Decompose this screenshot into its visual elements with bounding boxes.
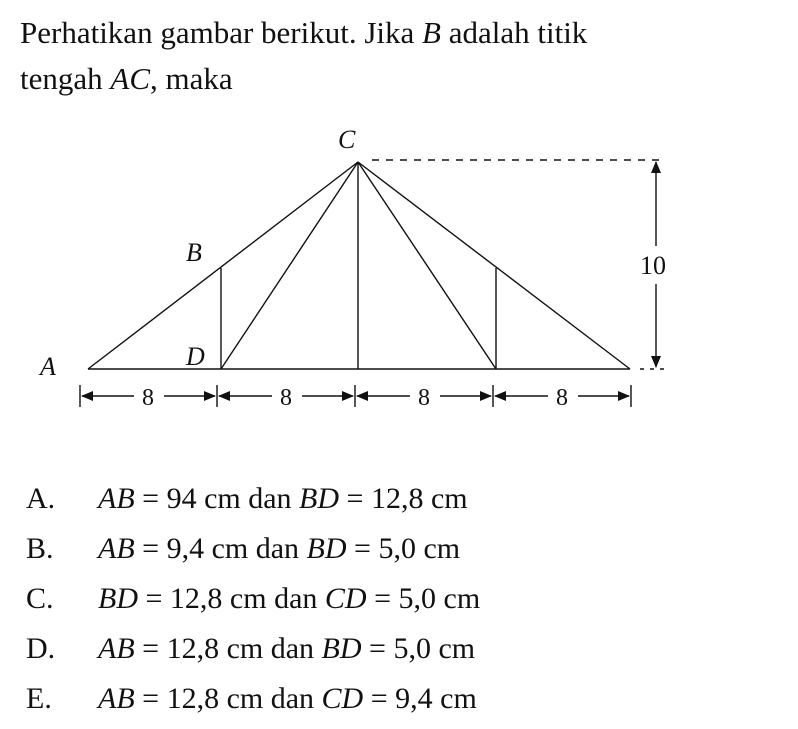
option-value: = 12,8 cm dan	[138, 582, 325, 615]
option-value: = 12,8 cm dan	[134, 632, 322, 665]
segment-label-2: 8	[280, 385, 292, 411]
edge-a-c	[88, 162, 358, 369]
option-letter: A.	[26, 482, 56, 515]
segment-label-1: 8	[142, 385, 154, 411]
diagonal-cd	[221, 162, 358, 369]
option-segment: BD	[306, 532, 347, 565]
option-e[interactable]	[26, 674, 786, 724]
segment-label-4: 8	[556, 385, 568, 411]
option-b[interactable]	[26, 524, 786, 574]
option-letter: D.	[26, 632, 56, 665]
edge-c-right	[358, 162, 630, 369]
option-segment: AB	[98, 632, 135, 665]
option-segment: BD	[299, 482, 340, 515]
option-segment: CD	[324, 582, 367, 615]
option-letter: E.	[26, 682, 52, 715]
question-line1-pre: Perhatikan gambar berikut. Jika	[20, 15, 423, 50]
point-label-b: B	[186, 238, 202, 267]
height-label: 10	[640, 251, 666, 280]
option-segment: AB	[98, 682, 135, 715]
option-segment: AB	[98, 482, 135, 515]
option-c[interactable]	[26, 574, 786, 624]
question-var-ac: AC	[110, 61, 151, 96]
option-segment: AB	[98, 532, 135, 565]
option-segment: CD	[321, 682, 364, 715]
point-label-d: D	[186, 342, 205, 371]
option-segment: BD	[321, 632, 362, 665]
question-line2-pre: tengah	[20, 61, 111, 96]
point-label-c: C	[338, 125, 356, 154]
option-letter: C.	[26, 582, 54, 615]
option-a[interactable]	[26, 474, 786, 524]
option-value: = 12,8 cm	[339, 482, 468, 515]
question-var-b: B	[422, 15, 441, 50]
option-value: = 12,8 cm dan	[134, 682, 322, 715]
option-value: = 5,0 cm	[346, 532, 461, 565]
question-line2-post: , maka	[150, 61, 233, 96]
segment-label-3: 8	[418, 385, 430, 411]
diagonal-c-right	[358, 162, 496, 369]
option-value: = 9,4 cm	[363, 682, 477, 715]
option-value: = 5,0 cm	[361, 632, 476, 665]
option-value: = 5,0 cm	[366, 582, 481, 615]
answer-options	[26, 474, 786, 724]
option-letter: B.	[26, 532, 54, 565]
option-value: = 94 cm dan	[134, 482, 300, 515]
option-value: = 9,4 cm dan	[134, 532, 307, 565]
option-d[interactable]	[26, 624, 786, 674]
point-label-a: A	[40, 352, 56, 381]
question-line1-post: adalah titik	[440, 15, 588, 50]
option-segment: BD	[98, 582, 138, 615]
